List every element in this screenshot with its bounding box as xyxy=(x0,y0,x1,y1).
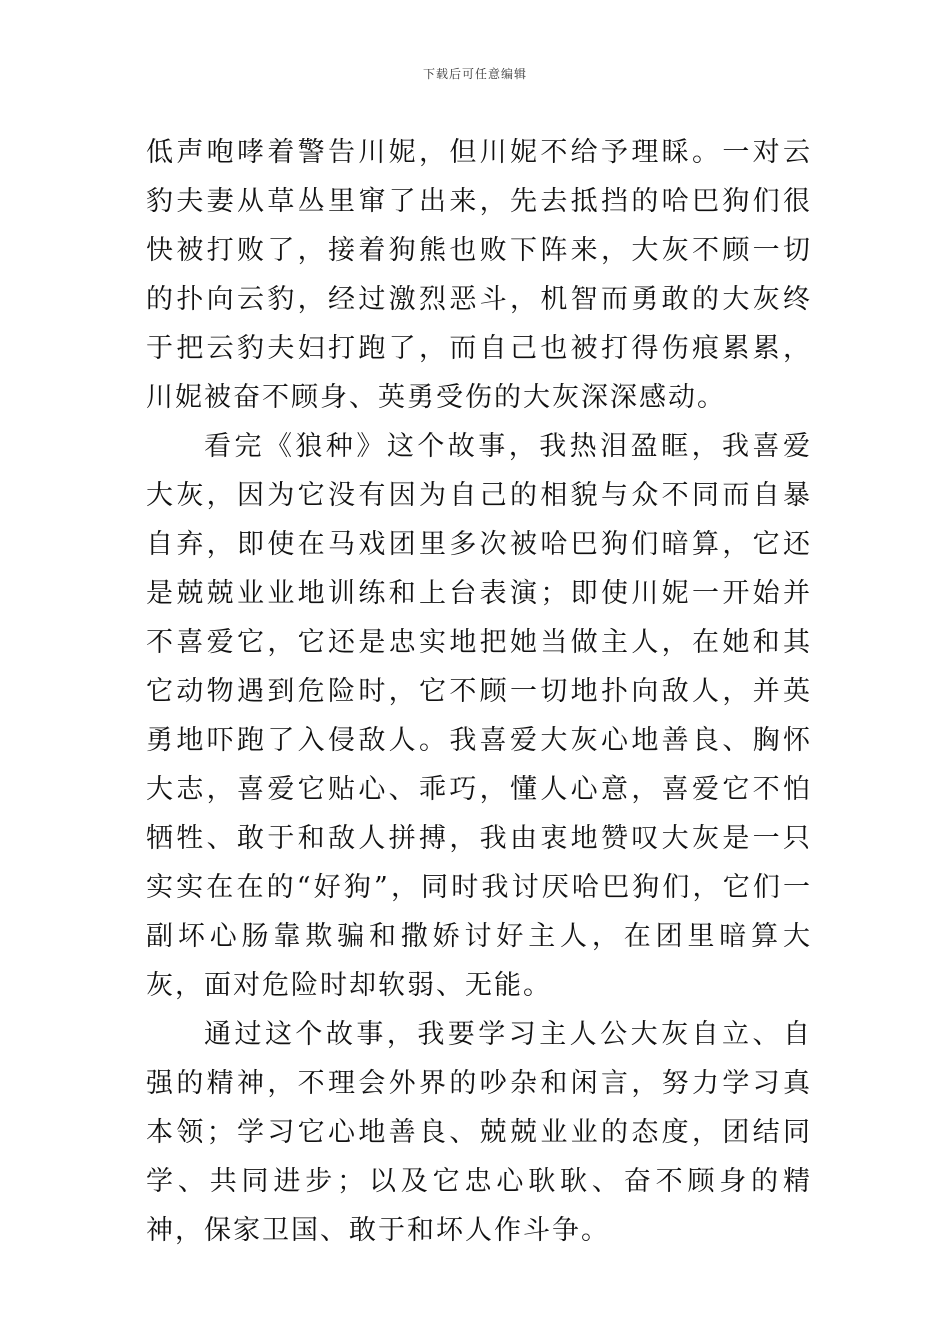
paragraph-3: 通过这个故事，我要学习主人公大灰自立、自强的精神，不理会外界的吵杂和闲言，努力学习真本领；学习它心地善良、兢兢业业的态度，团结同学、共同进步；以及它忠心耿耿、奋不顾身的精神，保家卫国、敢于和坏人作斗争。 xyxy=(146,1019,812,1246)
page-header-note: 下载后可任意编辑 xyxy=(422,67,527,81)
paragraph-2: 看完《狼种》这个故事，我热泪盈眶，我喜爱大灰，因为它没有因为自己的相貌与众不同而自暴自弃，即使在马戏团里多次被哈巴狗们暗算，它还是兢兢业业地训练和上台表演；即使川妮一开始并不喜爱它，它还是忠实地把她当做主人，在她和其它动物遇到危险时，它不顾一切地扑向敌人，并英勇地吓跑了入侵敌人。我喜爱大灰心地善良、胸怀大志，喜爱它贴心、乖巧，懂人心意，喜爱它不怕牺牲、敢于和敌人拼搏，我由衷地赞叹大灰是一只实实在在的“好狗”，同时我讨厌哈巴狗们，它们一副坏心肠靠欺骗和撒娇讨好主人，在团里暗算大灰，面对危险时却软弱、无能。 xyxy=(146,431,812,1001)
paragraph-1: 低声咆哮着警告川妮，但川妮不给予理睬。一对云豹夫妻从草丛里窜了出来，先去抵挡的哈巴狗们很快被打败了，接着狗熊也败下阵来，大灰不顾一切的扑向云豹，经过激烈恶斗，机智而勇敢的大灰终于把云豹夫妇打跑了，而自己也被打得伤痕累累，川妮被奋不顾身、英勇受伤的大灰深深感动。 xyxy=(146,137,812,413)
article-body xyxy=(146,128,812,1255)
